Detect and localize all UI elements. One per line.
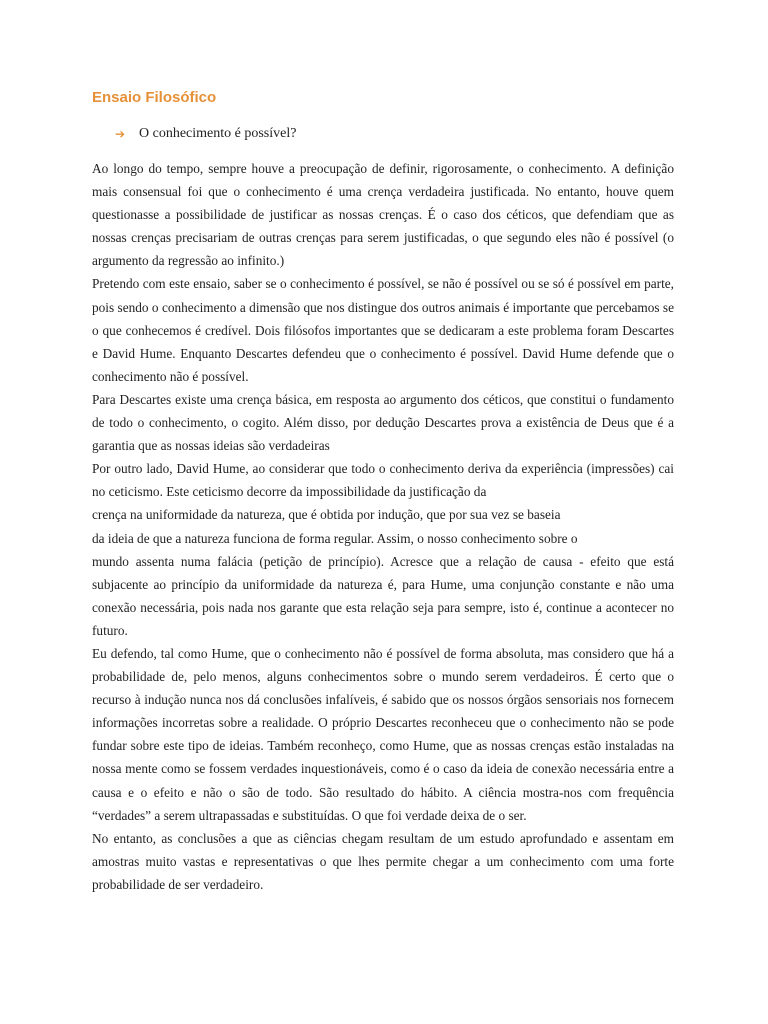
paragraph-6: da ideia de que a natureza funciona de forma regular. Assim, o nosso conhecimento sobre o (92, 530, 578, 546)
arrow-right-icon: ➔ (115, 127, 126, 141)
question-text: O conhecimento é possível? (139, 126, 297, 141)
document-page (92, 86, 674, 896)
question-bullet (115, 124, 674, 144)
paragraph-3: Para Descartes existe uma crença básica, em resposta ao argumento dos céticos, que constitui o fundamento de todo o conhecimento, o cogito. Além disso, por dedução Descartes prova a existência de Deus que é a garantia que as nossas ideias são verdadeiras (92, 391, 674, 454)
document-title: Ensaio Filosófico (92, 89, 217, 106)
paragraph-8: Eu defendo, tal como Hume, que o conhecimento não é possível de forma absoluta, mas considero que há a probabilidade de, pelo menos, alguns conhecimentos sobre o mundo serem verdadeiros. É certo que o recurso à indução nunca nos dá conclusões infalíveis, é sabido que os nossos órgãos sensoriais nos fornecem informações incorretas sobre a realidade. O próprio Descartes reconheceu que o conhecimento não se pode fundar sobre este tipo de ideias. Também reconheço, como Hume, que as nossas crenças estão instaladas na nossa mente como se fossem verdades inquestionáveis, como é o caso da ideia de conexão necessária entre a causa e o efeito e não o são de todo. São resultado do hábito. A ciência mostra-nos com frequência “verdades” a serem ultrapassadas e substituídas. O que foi verdade deixa de o ser. (92, 645, 674, 823)
paragraph-7: mundo assenta numa falácia (petição de princípio). Acresce que a relação de causa - efeito que está subjacente ao princípio da uniformidade da natureza é, para Hume, uma conjunção constante e não uma conexão necessária, pois nada nos garante que esta relação seja para sempre, isto é, continue a acontecer no futuro. (92, 553, 674, 638)
paragraph-2: Pretendo com este ensaio, saber se o conhecimento é possível, se não é possível ou se só é possível em parte, pois sendo o conhecimento a dimensão que nos distingue dos outros animais é importante que percebamos se o que conhecemos é credível. Dois filósofos importantes que se dedicaram a este problema foram Descartes e David Hume. Enquanto Descartes defendeu que o conhecimento é possível. David Hume defende que o conhecimento não é possível. (92, 276, 674, 384)
paragraph-9: No entanto, as conclusões a que as ciências chegam resultam de um estudo aprofundado e assentam em amostras muito vastas e representativas o que lhes permite chegar a um conhecimento com uma forte probabilidade de ser verdadeiro. (92, 830, 674, 892)
paragraph-1: Ao longo do tempo, sempre houve a preocupação de definir, rigorosamente, o conhecimento. A definição mais consensual foi que o conhecimento é uma crença verdadeira justificada. No entanto, houve quem questionasse a possibilidade de justificar as nossas crenças. É o caso dos céticos, que defendiam que as nossas crenças precisariam de outras crenças para serem justificadas, o que segundo eles não é possível (o argumento da regressão ao infinito.) (92, 161, 674, 269)
essay-body (92, 157, 674, 896)
paragraph-5: crença na uniformidade da natureza, que é obtida por indução, que por sua vez se baseia (92, 507, 561, 523)
paragraph-4: Por outro lado, David Hume, ao considerar que todo o conhecimento deriva da experiência (impressões) cai no ceticismo. Este ceticismo decorre da impossibilidade da justificação da (92, 461, 674, 500)
